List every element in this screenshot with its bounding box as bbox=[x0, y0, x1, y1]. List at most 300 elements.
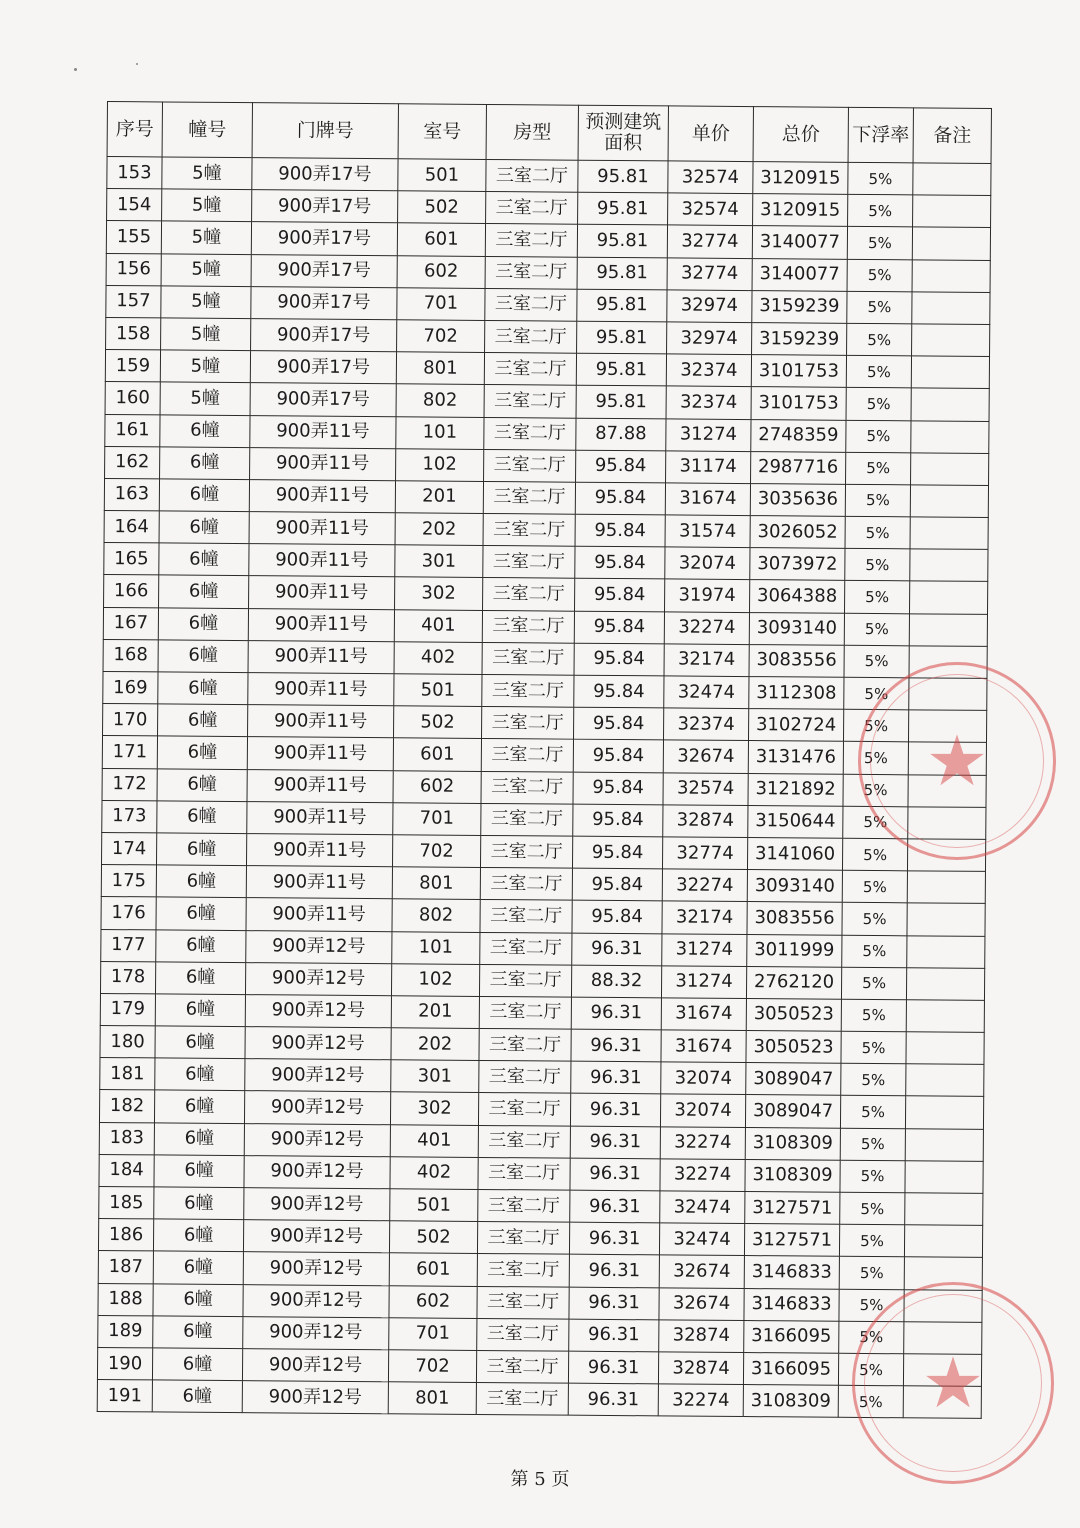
cell-seq: 161 bbox=[105, 414, 160, 447]
cell-layout: 三室二厅 bbox=[486, 192, 578, 225]
cell-area: 95.84 bbox=[574, 675, 664, 708]
cell-area: 96.31 bbox=[571, 1061, 661, 1094]
cell-address: 900弄11号 bbox=[247, 801, 393, 834]
cell-room: 302 bbox=[390, 1092, 478, 1125]
cell-rate: 5% bbox=[841, 967, 906, 1000]
cell-room: 801 bbox=[392, 867, 480, 900]
cell-layout: 三室二厅 bbox=[484, 449, 576, 482]
cell-rate: 5% bbox=[841, 1031, 906, 1064]
cell-total-price: 2748359 bbox=[751, 419, 846, 452]
red-seal-stamp: ★ bbox=[858, 662, 1056, 860]
cell-rate: 5% bbox=[847, 291, 912, 324]
cell-remarks bbox=[906, 1000, 984, 1033]
cell-seq: 169 bbox=[103, 671, 158, 704]
cell-unit-price: 32474 bbox=[659, 1223, 744, 1256]
cell-unit-price: 32374 bbox=[666, 354, 751, 387]
cell-layout: 三室二厅 bbox=[478, 1157, 570, 1190]
cell-building: 6幢 bbox=[158, 640, 248, 673]
cell-area: 95.81 bbox=[577, 225, 667, 258]
cell-rate: 5% bbox=[843, 742, 908, 775]
cell-address: 900弄12号 bbox=[242, 1381, 388, 1414]
cell-total-price: 3131476 bbox=[748, 741, 843, 774]
price-table-container bbox=[97, 101, 991, 1419]
cell-room: 602 bbox=[397, 255, 485, 288]
cell-layout: 三室二厅 bbox=[483, 546, 575, 579]
header-seq: 序号 bbox=[107, 102, 162, 157]
cell-room: 401 bbox=[394, 609, 482, 642]
cell-building: 5幢 bbox=[160, 382, 250, 415]
cell-remarks bbox=[911, 420, 989, 453]
cell-remarks bbox=[911, 356, 989, 389]
cell-remarks bbox=[912, 227, 990, 260]
cell-layout: 三室二厅 bbox=[485, 256, 577, 289]
cell-layout: 三室二厅 bbox=[478, 1093, 570, 1126]
cell-layout: 三室二厅 bbox=[479, 1061, 571, 1094]
cell-seq: 159 bbox=[105, 350, 160, 383]
cell-seq: 156 bbox=[106, 253, 161, 286]
cell-area: 95.84 bbox=[575, 514, 665, 547]
cell-building: 6幢 bbox=[159, 479, 249, 512]
cell-layout: 三室二厅 bbox=[484, 385, 576, 418]
cell-building: 6幢 bbox=[157, 736, 247, 769]
cell-room: 102 bbox=[391, 963, 479, 996]
cell-seq: 190 bbox=[97, 1347, 152, 1380]
cell-room: 602 bbox=[389, 1285, 477, 1318]
cell-unit-price: 31174 bbox=[666, 451, 751, 484]
cell-unit-price: 32874 bbox=[658, 1352, 743, 1385]
cell-address: 900弄12号 bbox=[246, 930, 392, 963]
cell-remarks bbox=[905, 1128, 983, 1161]
cell-address: 900弄12号 bbox=[244, 1188, 390, 1221]
cell-rate: 5% bbox=[844, 677, 909, 710]
cell-address: 900弄17号 bbox=[250, 351, 396, 384]
cell-area: 95.81 bbox=[576, 353, 666, 386]
cell-building: 5幢 bbox=[162, 189, 252, 222]
cell-seq: 188 bbox=[98, 1283, 153, 1316]
cell-unit-price: 32774 bbox=[662, 837, 747, 870]
cell-remarks bbox=[906, 1032, 984, 1065]
cell-total-price: 3150644 bbox=[748, 805, 843, 838]
cell-total-price: 3121892 bbox=[748, 773, 843, 806]
cell-total-price: 3011999 bbox=[747, 934, 842, 967]
cell-total-price: 3159239 bbox=[752, 290, 847, 323]
cell-unit-price: 32274 bbox=[664, 612, 749, 645]
cell-building: 5幢 bbox=[161, 253, 251, 286]
cell-address: 900弄12号 bbox=[244, 1091, 390, 1124]
cell-layout: 三室二厅 bbox=[477, 1286, 569, 1319]
cell-room: 702 bbox=[397, 320, 485, 353]
cell-area: 95.84 bbox=[575, 579, 665, 612]
cell-address: 900弄11号 bbox=[246, 866, 392, 899]
cell-layout: 三室二厅 bbox=[485, 224, 577, 257]
cell-unit-price: 32574 bbox=[668, 161, 753, 194]
cell-remarks bbox=[905, 1161, 983, 1194]
cell-remarks bbox=[910, 549, 988, 582]
cell-building: 6幢 bbox=[154, 1155, 244, 1188]
cell-rate: 5% bbox=[839, 1257, 904, 1290]
cell-total-price: 3093140 bbox=[749, 612, 844, 645]
cell-address: 900弄11号 bbox=[249, 512, 395, 545]
cell-building: 6幢 bbox=[156, 865, 246, 898]
cell-seq: 162 bbox=[105, 446, 160, 479]
cell-seq: 153 bbox=[107, 157, 162, 190]
cell-room: 401 bbox=[390, 1124, 478, 1157]
cell-total-price: 3108309 bbox=[745, 1159, 840, 1192]
cell-unit-price: 32674 bbox=[663, 740, 748, 773]
cell-remarks bbox=[910, 581, 988, 614]
cell-room: 301 bbox=[391, 1060, 479, 1093]
cell-building: 6幢 bbox=[158, 608, 248, 641]
cell-seq: 179 bbox=[100, 993, 155, 1026]
cell-address: 900弄11号 bbox=[247, 769, 393, 802]
cell-remarks bbox=[910, 485, 988, 518]
cell-total-price: 3112308 bbox=[749, 677, 844, 710]
cell-rate: 5% bbox=[845, 516, 910, 549]
cell-unit-price: 32174 bbox=[664, 644, 749, 677]
cell-rate: 5% bbox=[845, 484, 910, 517]
cell-total-price: 2762120 bbox=[746, 966, 841, 999]
cell-rate: 5% bbox=[842, 903, 907, 936]
cell-area: 96.31 bbox=[572, 933, 662, 966]
cell-total-price: 3166095 bbox=[744, 1320, 839, 1353]
cell-rate: 5% bbox=[845, 581, 910, 614]
cell-unit-price: 32574 bbox=[668, 193, 753, 226]
cell-area: 95.84 bbox=[574, 611, 664, 644]
cell-area: 95.81 bbox=[577, 289, 667, 322]
cell-rate: 5% bbox=[840, 1192, 905, 1225]
cell-area: 95.84 bbox=[573, 804, 663, 837]
cell-room: 301 bbox=[395, 545, 483, 578]
cell-building: 6幢 bbox=[155, 962, 245, 995]
cell-building: 6幢 bbox=[155, 994, 245, 1027]
cell-building: 6幢 bbox=[157, 801, 247, 834]
cell-address: 900弄12号 bbox=[243, 1316, 389, 1349]
red-seal-stamp: ★ bbox=[852, 1282, 1054, 1484]
cell-room: 202 bbox=[391, 1028, 479, 1061]
cell-unit-price: 31274 bbox=[661, 966, 746, 999]
cell-layout: 三室二厅 bbox=[476, 1383, 568, 1416]
table-row bbox=[97, 1380, 981, 1419]
page-number: 第 5 页 bbox=[510, 1469, 570, 1490]
cell-total-price: 3050523 bbox=[746, 1031, 841, 1064]
cell-layout: 三室二厅 bbox=[479, 996, 571, 1029]
cell-rate: 5% bbox=[841, 999, 906, 1032]
cell-total-price: 3166095 bbox=[743, 1352, 838, 1385]
cell-remarks bbox=[907, 903, 985, 936]
cell-building: 6幢 bbox=[157, 768, 247, 801]
cell-remarks bbox=[911, 453, 989, 486]
cell-seq: 170 bbox=[103, 704, 158, 737]
cell-unit-price: 31674 bbox=[665, 483, 750, 516]
cell-seq: 187 bbox=[98, 1251, 153, 1284]
cell-remarks bbox=[909, 678, 987, 711]
scan-speck bbox=[136, 63, 138, 65]
header-unit-price: 单价 bbox=[668, 106, 753, 162]
cell-address: 900弄12号 bbox=[245, 962, 391, 995]
cell-seq: 173 bbox=[102, 800, 157, 833]
cell-area: 88.32 bbox=[571, 965, 661, 998]
cell-area: 96.31 bbox=[569, 1255, 659, 1288]
cell-seq: 168 bbox=[103, 639, 158, 672]
cell-building: 6幢 bbox=[156, 897, 246, 930]
cell-area: 95.84 bbox=[574, 643, 664, 676]
cell-total-price: 3026052 bbox=[750, 516, 845, 549]
cell-address: 900弄17号 bbox=[251, 254, 397, 287]
cell-seq: 184 bbox=[99, 1154, 154, 1187]
cell-building: 5幢 bbox=[161, 318, 251, 351]
cell-area: 96.31 bbox=[569, 1287, 659, 1320]
cell-seq: 178 bbox=[100, 961, 155, 994]
cell-layout: 三室二厅 bbox=[482, 707, 574, 740]
cell-total-price: 3108309 bbox=[745, 1127, 840, 1160]
cell-seq: 182 bbox=[99, 1090, 154, 1123]
cell-total-price: 3064388 bbox=[750, 580, 845, 613]
cell-seq: 174 bbox=[102, 832, 157, 865]
cell-total-price: 3035636 bbox=[750, 483, 845, 516]
cell-area: 96.31 bbox=[571, 997, 661, 1030]
cell-address: 900弄12号 bbox=[244, 1155, 390, 1188]
cell-room: 501 bbox=[398, 159, 486, 192]
cell-address: 900弄12号 bbox=[245, 1059, 391, 1092]
cell-rate: 5% bbox=[842, 870, 907, 903]
cell-unit-price: 32274 bbox=[660, 1127, 745, 1160]
cell-rate: 5% bbox=[844, 645, 909, 678]
cell-remarks bbox=[907, 839, 985, 872]
cell-seq: 154 bbox=[107, 189, 162, 222]
cell-layout: 三室二厅 bbox=[484, 353, 576, 386]
cell-room: 802 bbox=[392, 899, 480, 932]
cell-seq: 189 bbox=[98, 1315, 153, 1348]
cell-unit-price: 31674 bbox=[661, 1030, 746, 1063]
cell-area: 96.31 bbox=[568, 1383, 658, 1416]
cell-building: 6幢 bbox=[159, 575, 249, 608]
cell-room: 601 bbox=[393, 738, 481, 771]
cell-rate: 5% bbox=[847, 227, 912, 260]
cell-building: 6幢 bbox=[155, 1026, 245, 1059]
cell-building: 6幢 bbox=[158, 704, 248, 737]
cell-building: 6幢 bbox=[153, 1283, 243, 1316]
cell-rate: 5% bbox=[845, 549, 910, 582]
cell-building: 6幢 bbox=[155, 1058, 245, 1091]
cell-area: 95.81 bbox=[577, 321, 667, 354]
cell-rate: 5% bbox=[840, 1128, 905, 1161]
cell-total-price: 3102724 bbox=[748, 709, 843, 742]
cell-remarks bbox=[906, 967, 984, 1000]
cell-address: 900弄12号 bbox=[242, 1349, 388, 1382]
cell-total-price: 3101753 bbox=[751, 355, 846, 388]
cell-address: 900弄12号 bbox=[244, 1123, 390, 1156]
cell-building: 5幢 bbox=[162, 157, 252, 190]
cell-address: 900弄17号 bbox=[252, 190, 398, 223]
cell-building: 6幢 bbox=[160, 447, 250, 480]
cell-rate: 5% bbox=[842, 838, 907, 871]
cell-remarks bbox=[905, 1096, 983, 1129]
cell-layout: 三室二厅 bbox=[478, 1125, 570, 1158]
header-room: 室号 bbox=[398, 104, 486, 160]
cell-total-price: 3083556 bbox=[747, 902, 842, 935]
cell-remarks bbox=[911, 388, 989, 421]
cell-remarks bbox=[904, 1322, 982, 1355]
cell-layout: 三室二厅 bbox=[480, 900, 572, 933]
cell-unit-price: 32374 bbox=[663, 708, 748, 741]
cell-building: 6幢 bbox=[154, 1187, 244, 1220]
cell-address: 900弄11号 bbox=[246, 834, 392, 867]
cell-room: 801 bbox=[396, 352, 484, 385]
cell-room: 701 bbox=[393, 803, 481, 836]
cell-total-price: 3141060 bbox=[747, 837, 842, 870]
cell-area: 96.31 bbox=[571, 1029, 661, 1062]
cell-building: 5幢 bbox=[160, 350, 250, 383]
cell-address: 900弄11号 bbox=[248, 608, 394, 641]
cell-area: 96.31 bbox=[570, 1094, 660, 1127]
cell-remarks bbox=[912, 259, 990, 292]
cell-remarks bbox=[908, 807, 986, 840]
cell-seq: 175 bbox=[101, 865, 156, 898]
cell-area: 96.31 bbox=[569, 1319, 659, 1352]
cell-room: 101 bbox=[396, 416, 484, 449]
table-header-row bbox=[107, 102, 991, 164]
cell-unit-price: 32774 bbox=[667, 257, 752, 290]
cell-unit-price: 32174 bbox=[662, 901, 747, 934]
cell-rate: 5% bbox=[847, 259, 912, 292]
cell-unit-price: 32974 bbox=[667, 322, 752, 355]
cell-address: 900弄11号 bbox=[246, 898, 392, 931]
cell-building: 6幢 bbox=[154, 1090, 244, 1123]
cell-remarks bbox=[904, 1225, 982, 1258]
header-address: 门牌号 bbox=[252, 103, 398, 159]
cell-room: 501 bbox=[390, 1189, 478, 1222]
cell-address: 900弄11号 bbox=[248, 705, 394, 738]
cell-address: 900弄11号 bbox=[250, 447, 396, 480]
cell-room: 201 bbox=[391, 996, 479, 1029]
cell-area: 95.84 bbox=[572, 836, 662, 869]
cell-unit-price: 32574 bbox=[663, 772, 748, 805]
cell-area: 95.81 bbox=[576, 386, 666, 419]
cell-total-price: 3120915 bbox=[753, 162, 848, 195]
cell-address: 900弄11号 bbox=[248, 640, 394, 673]
cell-seq: 163 bbox=[104, 478, 159, 511]
cell-seq: 181 bbox=[100, 1058, 155, 1091]
cell-rate: 5% bbox=[839, 1321, 904, 1354]
cell-layout: 三室二厅 bbox=[483, 481, 575, 514]
scan-speck bbox=[74, 68, 77, 71]
cell-area: 95.84 bbox=[573, 740, 663, 773]
cell-layout: 三室二厅 bbox=[477, 1254, 569, 1287]
price-table bbox=[97, 101, 992, 1419]
cell-address: 900弄17号 bbox=[251, 286, 397, 319]
cell-room: 402 bbox=[390, 1157, 478, 1190]
cell-total-price: 3159239 bbox=[752, 323, 847, 356]
cell-remarks bbox=[909, 613, 987, 646]
cell-seq: 176 bbox=[101, 897, 156, 930]
cell-layout: 三室二厅 bbox=[486, 159, 578, 192]
cell-unit-price: 32074 bbox=[660, 1094, 745, 1127]
cell-building: 5幢 bbox=[161, 286, 251, 319]
cell-room: 602 bbox=[393, 770, 481, 803]
cell-room: 502 bbox=[389, 1221, 477, 1254]
cell-address: 900弄17号 bbox=[250, 383, 396, 416]
cell-total-price: 3089047 bbox=[745, 1095, 840, 1128]
cell-area: 96.31 bbox=[570, 1126, 660, 1159]
cell-remarks bbox=[908, 710, 986, 743]
cell-total-price: 3108309 bbox=[743, 1385, 838, 1418]
cell-unit-price: 32674 bbox=[659, 1287, 744, 1320]
cell-rate: 5% bbox=[840, 1160, 905, 1193]
cell-rate: 5% bbox=[842, 935, 907, 968]
cell-unit-price: 32374 bbox=[666, 386, 751, 419]
cell-remarks bbox=[909, 646, 987, 679]
cell-seq: 191 bbox=[97, 1380, 152, 1413]
cell-remarks bbox=[903, 1354, 981, 1387]
cell-area: 96.31 bbox=[570, 1190, 660, 1223]
cell-total-price: 3101753 bbox=[751, 387, 846, 420]
cell-area: 95.84 bbox=[572, 868, 662, 901]
cell-building: 6幢 bbox=[153, 1219, 243, 1252]
cell-room: 701 bbox=[397, 288, 485, 321]
cell-layout: 三室二厅 bbox=[479, 1029, 571, 1062]
cell-building: 6幢 bbox=[154, 1123, 244, 1156]
cell-total-price: 3127571 bbox=[744, 1224, 839, 1257]
cell-layout: 三室二厅 bbox=[480, 932, 572, 965]
header-building: 幢号 bbox=[162, 102, 252, 158]
cell-room: 702 bbox=[392, 835, 480, 868]
cell-seq: 172 bbox=[102, 768, 157, 801]
cell-address: 900弄11号 bbox=[250, 415, 396, 448]
cell-remarks bbox=[912, 292, 990, 325]
cell-unit-price: 32274 bbox=[662, 869, 747, 902]
cell-remarks bbox=[904, 1289, 982, 1322]
cell-remarks bbox=[912, 324, 990, 357]
cell-layout: 三室二厅 bbox=[477, 1222, 569, 1255]
header-area bbox=[578, 105, 668, 161]
cell-total-price: 3140077 bbox=[752, 258, 847, 291]
cell-seq: 185 bbox=[99, 1186, 154, 1219]
cell-area: 95.84 bbox=[575, 482, 665, 515]
cell-rate: 5% bbox=[846, 355, 911, 388]
cell-address: 900弄17号 bbox=[251, 319, 397, 352]
cell-layout: 三室二厅 bbox=[484, 417, 576, 450]
cell-area: 95.81 bbox=[578, 192, 668, 225]
cell-rate: 5% bbox=[843, 709, 908, 742]
cell-unit-price: 32074 bbox=[665, 547, 750, 580]
cell-layout: 三室二厅 bbox=[479, 964, 571, 997]
cell-seq: 165 bbox=[104, 543, 159, 576]
cell-room: 501 bbox=[394, 674, 482, 707]
cell-layout: 三室二厅 bbox=[481, 771, 573, 804]
cell-layout: 三室二厅 bbox=[482, 610, 574, 643]
cell-building: 6幢 bbox=[159, 543, 249, 576]
cell-unit-price: 32474 bbox=[660, 1191, 745, 1224]
cell-address: 900弄17号 bbox=[251, 222, 397, 255]
cell-rate: 5% bbox=[848, 162, 913, 195]
cell-remarks bbox=[904, 1257, 982, 1290]
cell-area: 95.84 bbox=[573, 772, 663, 805]
cell-address: 900弄12号 bbox=[245, 994, 391, 1027]
cell-remarks bbox=[906, 1064, 984, 1097]
cell-area: 87.88 bbox=[576, 418, 666, 451]
cell-total-price: 2987716 bbox=[751, 451, 846, 484]
cell-layout: 三室二厅 bbox=[485, 288, 577, 321]
cell-layout: 三室二厅 bbox=[482, 674, 574, 707]
cell-seq: 160 bbox=[105, 382, 160, 415]
cell-unit-price: 32274 bbox=[660, 1159, 745, 1192]
cell-room: 302 bbox=[395, 577, 483, 610]
cell-total-price: 3050523 bbox=[746, 998, 841, 1031]
cell-total-price: 3073972 bbox=[750, 548, 845, 581]
cell-unit-price: 31274 bbox=[662, 933, 747, 966]
cell-seq: 186 bbox=[98, 1219, 153, 1252]
cell-room: 201 bbox=[395, 481, 483, 514]
